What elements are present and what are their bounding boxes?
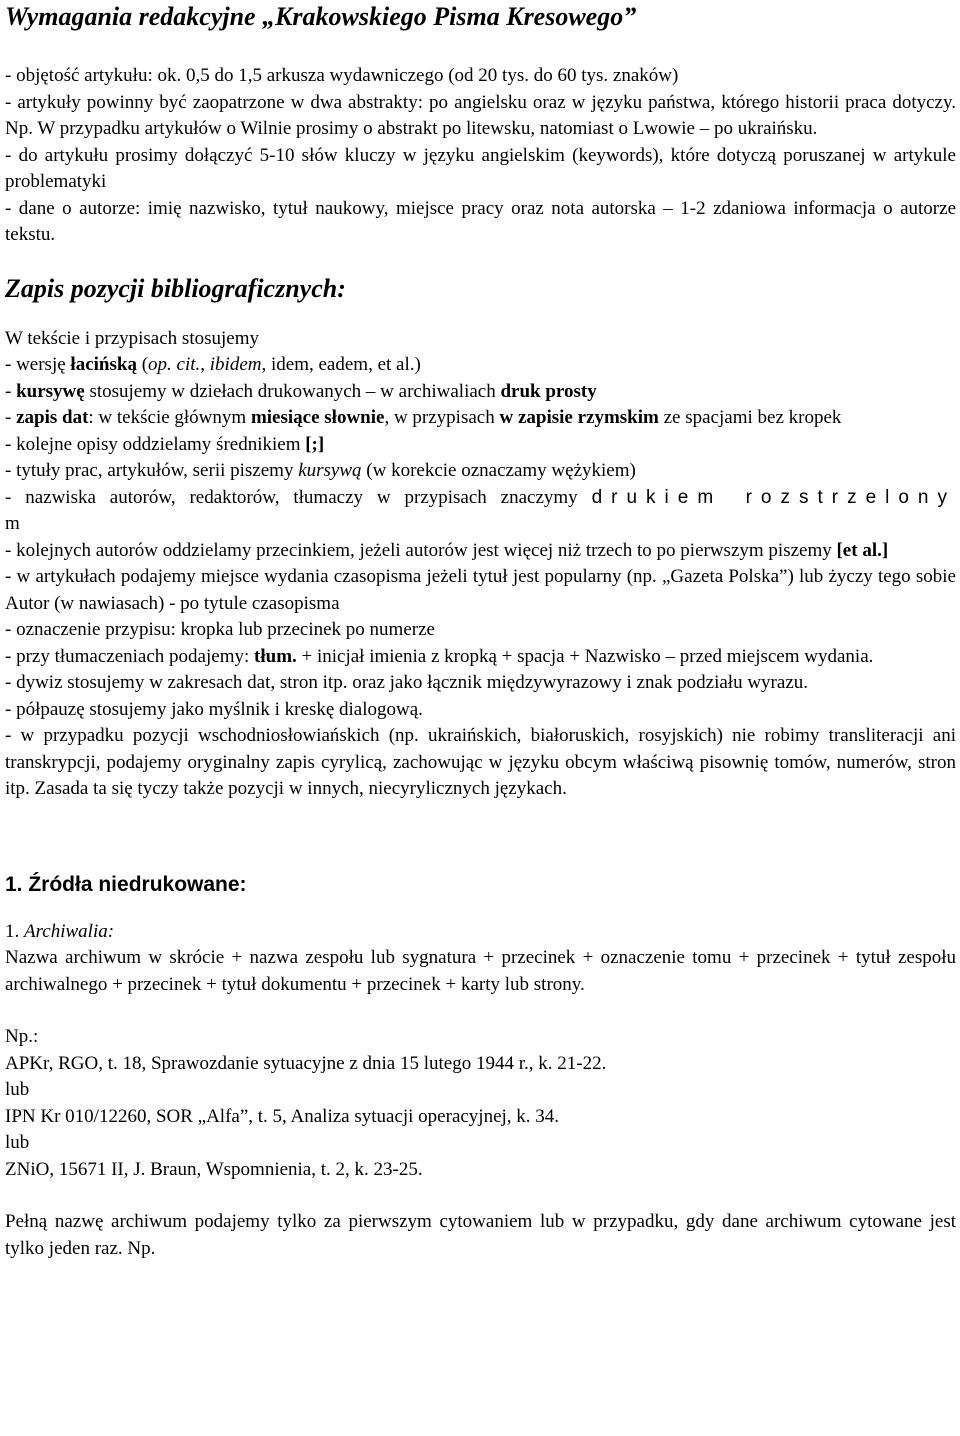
- requirements-list: [5, 63, 956, 249]
- bibliography-rules: [5, 326, 956, 803]
- or-2: lub: [5, 1132, 30, 1153]
- req-author-info: - dane o autorze: imię nazwisko, tytuł naukowy, miejsce pracy oraz nota autorska – 1-2 zdaniowa informacja o autorze tekstu.: [5, 197, 956, 245]
- rule-footnote: - oznaczenie przypisu: kropka lub przecinek po numerze: [5, 619, 435, 640]
- rule-cyrillic: - w przypadku pozycji wschodniosłowiańskich (np. ukraińskich, białoruskich, rosyjskich) nie robimy transliteracji ani transkrypcji, podajemy oryginalny zapis cyrylicą, zachowując w języku obcym właściwą pisownię tomów, numerów, stron itp. Zasada ta się tyczy także pozycji w innych, niecyrylicznych językach.: [5, 725, 956, 799]
- req-volume: - objętość artykułu: ok. 0,5 do 1,5 arkusza wydawniczego (od 20 tys. do 60 tys. znaków): [5, 65, 679, 86]
- example-3: ZNiO, 15671 II, J. Braun, Wspomnienia, t. 2, k. 23-25.: [5, 1158, 423, 1180]
- or-1: lub: [5, 1079, 30, 1100]
- rule-italics: - kursywę stosujemy w dziełach drukowanych – w archiwaliach druk prosty: [5, 380, 597, 402]
- rule-titles: - tytuły prac, artykułów, serii piszemy kursywą (w korekcie oznaczamy wężykiem): [5, 460, 636, 481]
- rule-translations: - przy tłumaczeniach podajemy: tłum. + inicjał imienia z kropką + spacja + Nazwisko – przed miejscem wydania.: [5, 645, 874, 667]
- archives-formula: Nazwa archiwum w skrócie + nazwa zespołu lub sygnatura + przecinek + oznaczenie tomu + przecinek + tytuł zespołu archiwalnego + przecinek + tytuł dokumentu + przecinek + karty lub strony.: [5, 947, 956, 995]
- example-1: APKr, RGO, t. 18, Sprawozdanie sytuacyjne z dnia 15 lutego 1944 r., k. 21-22.: [5, 1052, 607, 1074]
- req-keywords: - do artykułu prosimy dołączyć 5-10 słów kluczy w języku angielskim (keywords), które dotyczą poruszanej w artykule problematyki: [5, 144, 956, 192]
- document-page: [5, 0, 956, 1262]
- rule-endash: - półpauzę stosujemy jako myślnik i kreskę dialogową.: [5, 698, 423, 720]
- bib-intro: W tekście i przypisach stosujemy: [5, 327, 259, 349]
- example-2: IPN Kr 010/12260, SOR „Alfa”, t. 5, Analiza sytuacji operacyjnej, k. 34.: [5, 1105, 560, 1127]
- rule-journal: - w artykułach podajemy miejsce wydania czasopisma jeżeli tytuł jest popularny (np. „Gazeta Polska”) lub życzy tego sobie Autor (w nawiasach) - po tytule czasopisma: [5, 566, 956, 614]
- rule-latin: - wersję łacińską (op. cit., ibidem, idem, eadem, et al.): [5, 354, 421, 375]
- closing-paragraph: Pełną nazwę archiwum podajemy tylko za pierwszym cytowaniem lub w przypadku, gdy dane archiwum cytowane jest tylko jeden raz. Np.: [5, 1211, 956, 1259]
- bibliography-heading: Zapis pozycji bibliograficznych:: [5, 273, 346, 303]
- archives-section: [5, 919, 956, 1263]
- unpublished-sources-heading: 1. Źródła niedrukowane:: [5, 872, 247, 896]
- archives-subheading: 1. Archiwalia:: [5, 920, 115, 942]
- rule-dates: - zapis dat: w tekście głównym miesiące słownie, w przypisach w zapisie rzymskim ze spacjami bez kropek: [5, 407, 842, 428]
- examples-label: Np.:: [5, 1026, 39, 1047]
- document-title: Wymagania redakcyjne „Krakowskiego Pisma Kresowego”: [5, 2, 637, 31]
- rule-hyphen: - dywiz stosujemy w zakresach dat, stron itp. oraz jako łącznik międzywyrazowy i znak podziału wyrazu.: [5, 672, 809, 693]
- rule-names-spaced: - nazwiska autorów, redaktorów, tłumaczy w przypisach znaczymy drukiem rozstrzelony: [5, 486, 956, 508]
- rule-et-al: - kolejnych autorów oddzielamy przecinkiem, jeżeli autorów jest więcej niż trzech to po pierwszym piszemy [et al.]: [5, 539, 889, 561]
- req-abstracts: - artykuły powinny być zaopatrzone w dwa abstrakty: po angielsku oraz w języku państwa, którego historii praca dotyczy. Np. W przypadku artykułów o Wilnie prosimy o abstrakt po litewsku, natomiast o Lwowie – po ukraińsku.: [5, 91, 956, 139]
- rule-names-spaced-end: m: [5, 513, 20, 534]
- rule-semicolon: - kolejne opisy oddzielamy średnikiem [;]: [5, 433, 325, 455]
